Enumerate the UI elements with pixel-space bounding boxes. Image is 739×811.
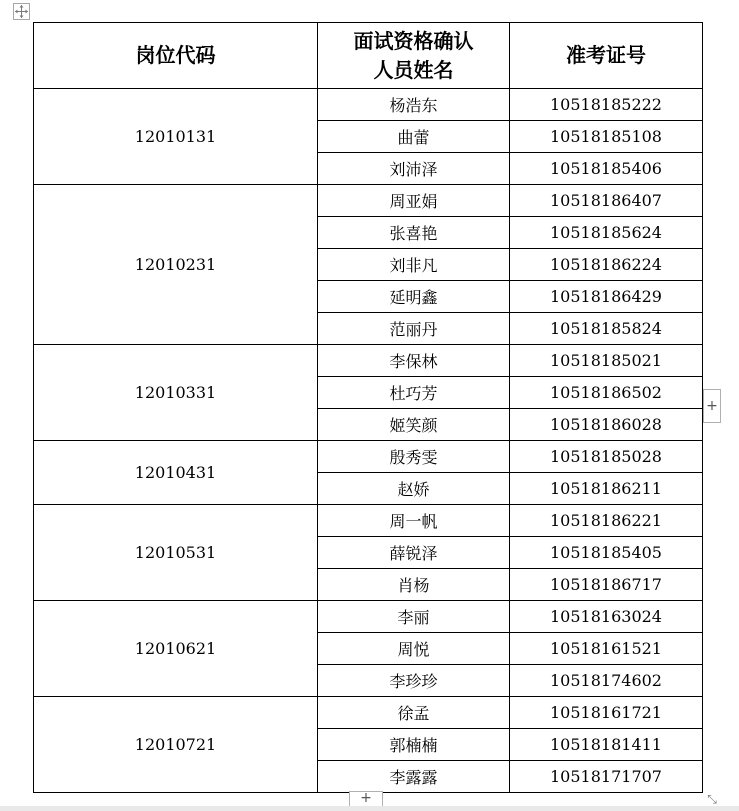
position-code-cell[interactable]: 12010721 (34, 697, 318, 793)
ticket-number-cell[interactable]: 10518185028 (510, 441, 703, 473)
ticket-number-cell[interactable]: 10518186502 (510, 377, 703, 409)
table-row (34, 697, 703, 729)
header-candidate-name-line1: 面试资格确认 (353, 28, 474, 53)
ticket-number-cell[interactable]: 10518186224 (510, 249, 703, 281)
candidate-name-cell[interactable]: 刘非凡 (318, 249, 510, 281)
table-row (34, 441, 703, 473)
table-header-row (34, 23, 703, 89)
candidate-name-cell[interactable]: 殷秀雯 (318, 441, 510, 473)
ticket-number-cell[interactable]: 10518185108 (510, 121, 703, 153)
candidate-name-cell[interactable]: 赵娇 (318, 473, 510, 505)
candidate-name-cell[interactable]: 姬笑颜 (318, 409, 510, 441)
table-resize-handle[interactable]: ⤡ (707, 792, 717, 806)
candidate-name-cell[interactable]: 周一帆 (318, 505, 510, 537)
ticket-number-cell[interactable]: 10518161721 (510, 697, 703, 729)
candidate-name-cell[interactable]: 杨浩东 (318, 89, 510, 121)
ticket-number-cell[interactable]: 10518163024 (510, 601, 703, 633)
candidate-name-cell[interactable]: 杜巧芳 (318, 377, 510, 409)
candidate-name-cell[interactable]: 范丽丹 (318, 313, 510, 345)
header-position-code[interactable]: 岗位代码 (34, 23, 318, 89)
header-candidate-name[interactable] (318, 23, 510, 89)
position-code-cell[interactable]: 12010231 (34, 185, 318, 345)
position-code-cell[interactable]: 12010131 (34, 89, 318, 185)
ticket-number-cell[interactable]: 10518186407 (510, 185, 703, 217)
ticket-number-cell[interactable]: 10518185021 (510, 345, 703, 377)
candidate-name-cell[interactable]: 延明鑫 (318, 281, 510, 313)
ticket-number-cell[interactable]: 10518185406 (510, 153, 703, 185)
position-code-cell[interactable]: 12010621 (34, 601, 318, 697)
position-code-cell[interactable]: 12010431 (34, 441, 318, 505)
ticket-number-cell[interactable]: 10518171707 (510, 761, 703, 793)
candidate-name-cell[interactable]: 李丽 (318, 601, 510, 633)
ticket-number-cell[interactable]: 10518161521 (510, 633, 703, 665)
table-row (34, 89, 703, 121)
candidate-table (33, 22, 703, 793)
ticket-number-cell[interactable]: 10518186028 (510, 409, 703, 441)
candidate-name-cell[interactable]: 曲蕾 (318, 121, 510, 153)
add-column-button[interactable]: + (703, 389, 721, 423)
ticket-number-cell[interactable]: 10518185222 (510, 89, 703, 121)
ticket-number-cell[interactable]: 10518186221 (510, 505, 703, 537)
move-cross-icon (14, 4, 29, 19)
candidate-name-cell[interactable]: 张喜艳 (318, 217, 510, 249)
header-candidate-name-line2: 人员姓名 (373, 57, 454, 82)
table-body (34, 89, 703, 793)
candidate-name-cell[interactable]: 周亚娟 (318, 185, 510, 217)
candidate-name-cell[interactable]: 薛锐泽 (318, 537, 510, 569)
ticket-number-cell[interactable]: 10518181411 (510, 729, 703, 761)
ticket-number-cell[interactable]: 10518186211 (510, 473, 703, 505)
position-code-cell[interactable]: 12010331 (34, 345, 318, 441)
candidate-name-cell[interactable]: 刘沛泽 (318, 153, 510, 185)
ticket-number-cell[interactable]: 10518185405 (510, 537, 703, 569)
add-row-button[interactable]: + (349, 791, 383, 807)
table-row (34, 185, 703, 217)
page-bottom-strip (0, 806, 739, 811)
table-row (34, 505, 703, 537)
ticket-number-cell[interactable]: 10518186429 (510, 281, 703, 313)
candidate-name-cell[interactable]: 李保林 (318, 345, 510, 377)
candidate-name-cell[interactable]: 徐孟 (318, 697, 510, 729)
ticket-number-cell[interactable]: 10518185824 (510, 313, 703, 345)
table-move-handle[interactable] (13, 3, 30, 20)
ticket-number-cell[interactable]: 10518186717 (510, 569, 703, 601)
candidate-name-cell[interactable]: 周悦 (318, 633, 510, 665)
ticket-number-cell[interactable]: 10518185624 (510, 217, 703, 249)
ticket-number-cell[interactable]: 10518174602 (510, 665, 703, 697)
candidate-name-cell[interactable]: 李露露 (318, 761, 510, 793)
candidate-name-cell[interactable]: 郭楠楠 (318, 729, 510, 761)
candidate-name-cell[interactable]: 肖杨 (318, 569, 510, 601)
table-row (34, 601, 703, 633)
table-row (34, 345, 703, 377)
position-code-cell[interactable]: 12010531 (34, 505, 318, 601)
header-ticket-number[interactable]: 准考证号 (510, 23, 703, 89)
candidate-name-cell[interactable]: 李珍珍 (318, 665, 510, 697)
